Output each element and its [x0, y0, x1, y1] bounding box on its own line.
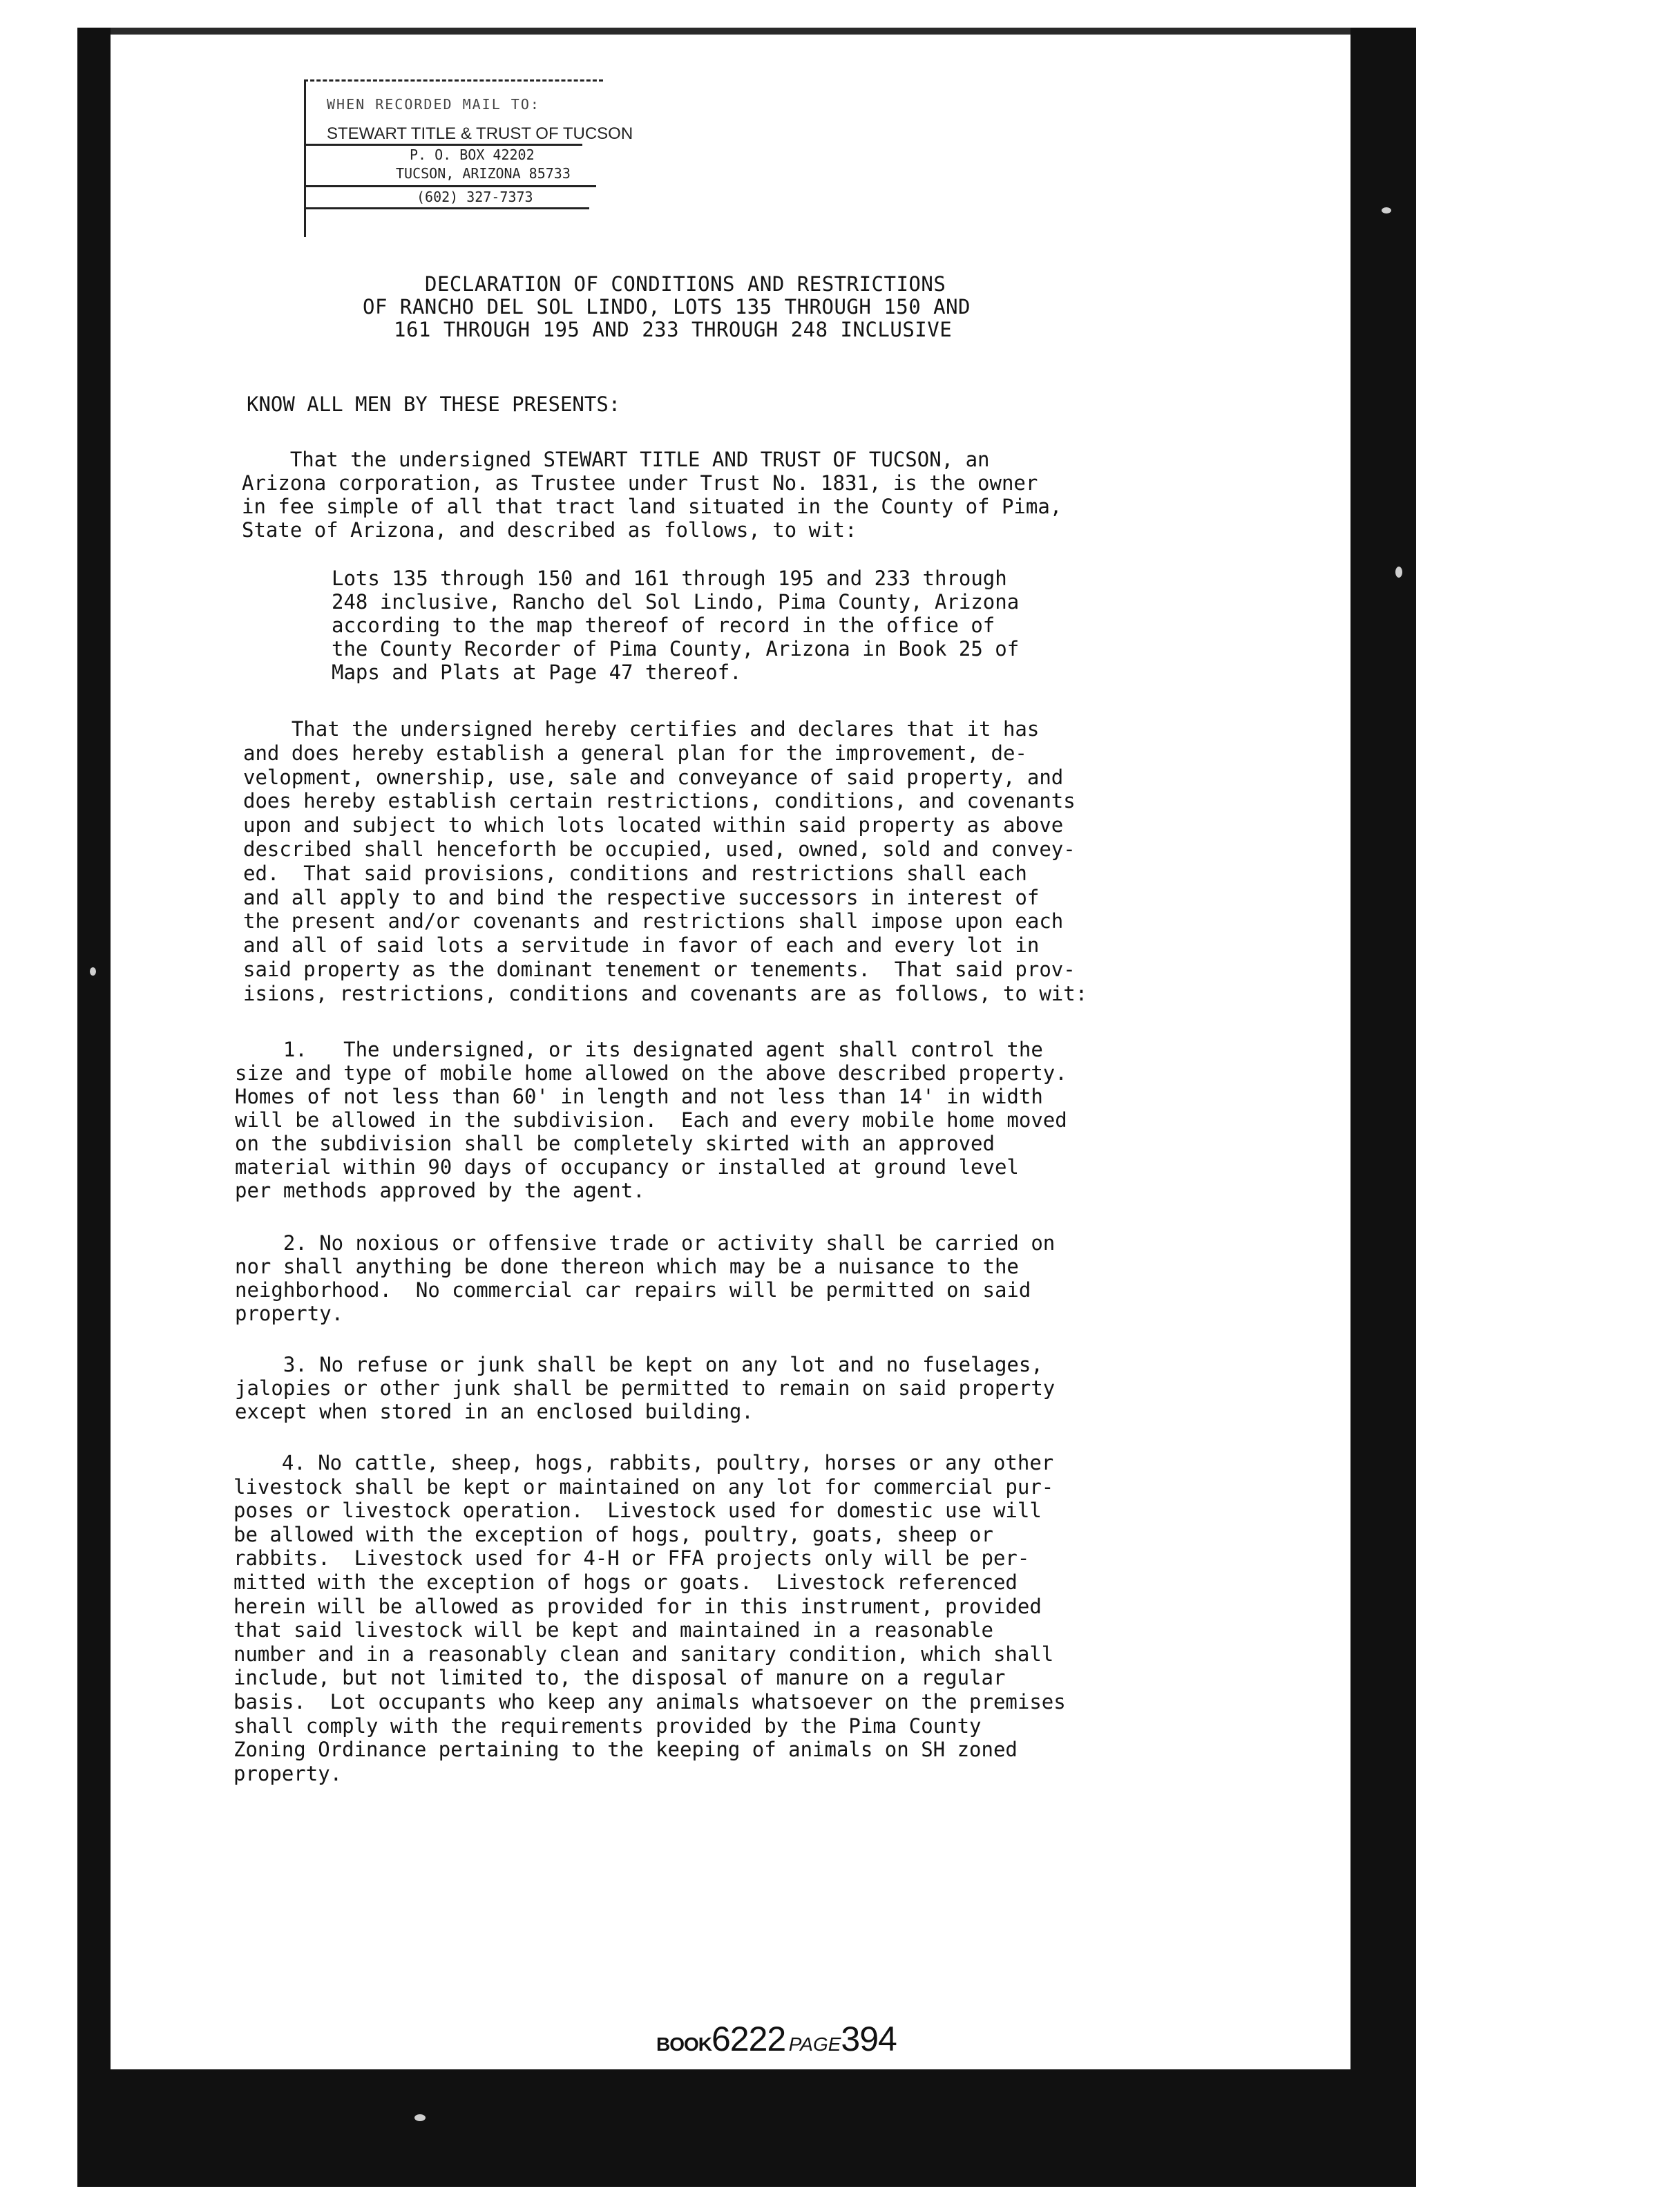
clause-4: 4. No cattle, sheep, hogs, rabbits, poultry, horses or any other livestock shall be kept or maintained on any lot for commercial pur- poses or livestock operation. Livestock used for domestic use will be allowed with the exception of hogs, poultry, goats, sheep or rabbits. Livestock used for 4-H or FFA projects only will be per- mitted with the exception of hogs or goats. Livestock referenced herein will be allowed as provided for in this instrument, provided that said livestock will be kept and maintained in a reasonable number and in a reasonably clean and sanitary condition, which shall include, but not limited to, the disposal of manure on a regular basis. Lot occupants who keep any animals whatsoever on the premises shall comply with the requirements provided by the Pima County Zoning Ordinance pertaining to the keeping of animals on SH zoned property. [233, 1451, 1066, 1785]
document-title [304, 273, 1133, 341]
clause-2: 2. No noxious or offensive trade or activity shall be carried on nor shall anything be done thereon which may be a nuisance to the neighborhood. No commercial car repairs will be permitted on said property. [235, 1231, 1056, 1325]
page-label: PAGE [788, 2033, 841, 2055]
scan-speck [1395, 567, 1402, 578]
stamp-rule [306, 185, 596, 187]
scan-speck [1382, 207, 1391, 213]
scan-border-top [111, 28, 1350, 35]
stamp-rule [306, 207, 589, 209]
book-number: 6222 [712, 2020, 786, 2058]
clause-3: 3. No refuse or junk shall be kept on any lot and no fuselages, jalopies or other junk shall be permitted to remain on said property except when stored in an enclosed building. [235, 1353, 1056, 1423]
scan-speck [90, 967, 96, 976]
stamp-line-2: STEWART TITLE & TRUST OF TUCSON [327, 124, 633, 143]
title-line-2: OF RANCHO DEL SOL LINDO, LOTS 135 THROUGH 150 AND [363, 295, 971, 319]
stamp-line-3: P. O. BOX 42202 [410, 146, 535, 163]
intro-paragraph: That the undersigned STEWART TITLE AND TRUST OF TUCSON, an Arizona corporation, as Trustee under Trust No. 1831, is the owner in fee simple of all that tract land situated in the County of Pima, State of Arizona, and described as follows, to wit: [242, 448, 1062, 542]
declaration-paragraph: That the undersigned hereby certifies and declares that it has and does hereby establish a general plan for the improvement, de- velopment, ownership, use, sale and conveyance of said property, and does hereby establish certain restrictions, conditions, and covenants upon and subject to which lots located within said property as above described shall henceforth be occupied, used, owned, sold and convey- ed. That said provisions, conditions and restrictions shall each and all apply to and bind the respective successors in interest of the present and/or covenants and restrictions shall impose upon each and all of said lots a servitude in favor of each and every lot in said property as the dominant tenement or tenements. That said prov- isions, restrictions, conditions and covenants are as follows, to wit: [243, 717, 1088, 1005]
scan-speck [414, 2114, 426, 2121]
book-label: BOOK [656, 2033, 712, 2055]
recording-stamp [304, 79, 633, 237]
scan-border-right [1350, 28, 1416, 2121]
title-line-3: 161 THROUGH 195 AND 233 THROUGH 248 INCLUSIVE [394, 318, 953, 341]
stamp-rule [306, 144, 582, 146]
title-line-1: DECLARATION OF CONDITIONS AND RESTRICTIONS [425, 272, 946, 296]
clause-1: 1. The undersigned, or its designated agent shall control the size and type of mobile home allowed on the above described property. Homes of not less than 60' in length and not less than 14' in width will be allowed in the subdivision. Each and every mobile home moved on the subdivision shall be completely skirted with an approved material within 90 days of occupancy or installed at ground level per methods approved by the agent. [235, 1038, 1067, 1202]
page-number: 394 [841, 2020, 897, 2058]
book-page-reference [656, 2019, 897, 2059]
legal-description: Lots 135 through 150 and 161 through 195 and 233 through 248 inclusive, Rancho del Sol Lindo, Pima County, Arizona according to the map thereof of record in the office of the County Recorder of Pima County, Arizona in Book 25 of Maps and Plats at Page 47 thereof. [332, 567, 1020, 684]
know-all-men-heading: KNOW ALL MEN BY THESE PRESENTS: [247, 392, 621, 416]
stamp-line-5: (602) 327-7373 [417, 189, 533, 205]
scan-border-left [77, 28, 111, 2121]
stamp-line-1: WHEN RECORDED MAIL TO: [327, 96, 540, 113]
scan-border-bottom [77, 2069, 1416, 2187]
stamp-line-4: TUCSON, ARIZONA 85733 [396, 165, 571, 182]
